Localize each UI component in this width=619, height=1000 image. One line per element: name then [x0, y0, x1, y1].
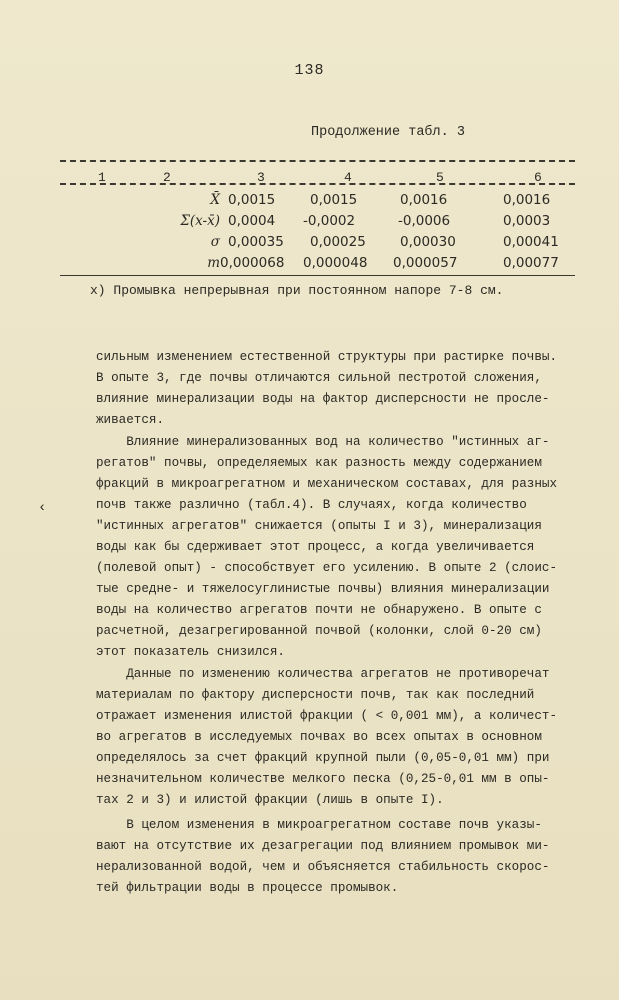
table-header-row: [60, 170, 575, 188]
margin-mark: ‹: [38, 500, 47, 516]
text-line: Данные по изменению количества агрегатов не противоречат: [96, 667, 550, 681]
table-bottom-rule: [60, 275, 575, 276]
table-cell: 0,0003: [503, 213, 551, 229]
table-row: [60, 255, 575, 275]
table-cell: 0,000057: [393, 255, 458, 271]
table-header-rule: [60, 183, 575, 185]
paragraph: [96, 664, 586, 811]
text-line: Влияние минерализованных вод на количество "истинных аг-: [96, 435, 550, 449]
text-line: этот показатель снизился.: [96, 645, 285, 659]
text-line: регатов" почвы, определяемых как разность между содержанием: [96, 456, 542, 470]
paragraph: [96, 347, 586, 431]
table-cell: 0,0016: [503, 192, 551, 208]
table-caption: Продолжение табл. 3: [311, 125, 465, 140]
row-label-m: m: [207, 255, 220, 271]
table-cell: 0,00035: [228, 234, 284, 250]
row-label-mean: X̄: [210, 192, 220, 208]
column-header-2: 2: [163, 170, 171, 185]
table-cell: 0,0004: [228, 213, 276, 229]
table-cell: 0,000068: [220, 255, 285, 271]
text-line: расчетной, дезагрегированной почвой (колонки, слой 0-20 см): [96, 624, 542, 638]
text-line: влияние минерализации воды на фактор дисперсности не просле-: [96, 392, 550, 406]
table-footnote: x) Промывка непрерывная при постоянном напоре 7-8 см.: [90, 283, 504, 298]
row-label-sum: Σ(x-x̄): [180, 213, 220, 229]
text-line: вают на отсутствие их дезагрегации под влиянием промывок ми-: [96, 839, 550, 853]
table-cell: 0,000048: [303, 255, 368, 271]
paragraph: [96, 815, 586, 899]
table-top-rule: [60, 160, 575, 162]
text-line: фракций в микроагрегатном и механическом составах, для разных: [96, 477, 558, 491]
column-header-1: 1: [98, 170, 106, 185]
table-row: [60, 213, 575, 233]
text-line: сильным изменением естественной структуры при растирке почвы.: [96, 350, 558, 364]
row-label-sigma: σ: [210, 234, 220, 250]
text-line: нерализованной водой, чем и объясняется стабильность скорос-: [96, 860, 550, 874]
text-line: тей фильтрации воды в процессе промывок.: [96, 881, 399, 895]
text-line: тах 2 и 3) и илистой фракции (лишь в опыте I).: [96, 793, 444, 807]
text-line: незначительном количестве мелкого песка (0,25-0,01 мм в опы-: [96, 772, 550, 786]
page-number: 138: [294, 62, 325, 79]
table-cell: -0,0002: [303, 213, 356, 229]
paragraph: [96, 432, 586, 663]
text-line: В целом изменения в микроагрегатном составе почв указы-: [96, 818, 542, 832]
table-cell: 0,00041: [503, 234, 559, 250]
column-header-4: 4: [344, 170, 352, 185]
text-line: "истинных агрегатов" снижается (опыты I и 3), минерализация: [96, 519, 542, 533]
table-cell: -0,0006: [398, 213, 451, 229]
text-line: почв также различно (табл.4). В случаях, когда количество: [96, 498, 527, 512]
text-line: определялось за счет фракций крупной пыли (0,05-0,01 мм) при: [96, 751, 550, 765]
text-line: отражает изменения илистой фракции ( < 0,001 мм), а количест-: [96, 709, 558, 723]
table-cell: 0,0016: [400, 192, 448, 208]
text-line: живается.: [96, 413, 165, 427]
text-line: (полевой опыт) - способствует его усилению. В опыте 2 (слоис-: [96, 561, 558, 575]
text-line: воды как бы сдерживает этот процесс, а когда увеличивается: [96, 540, 535, 554]
text-line: во агрегатов в исследуемых почвах во всех опытах в основном: [96, 730, 542, 744]
table-row: [60, 234, 575, 254]
table-cell: 0,00030: [400, 234, 456, 250]
column-header-6: 6: [534, 170, 542, 185]
table-row: [60, 192, 575, 212]
text-line: тые средне- и тяжелосуглинистые почвы) влияния минерализации: [96, 582, 550, 596]
table-cell: 0,00077: [503, 255, 559, 271]
table-cell: 0,0015: [310, 192, 358, 208]
column-header-5: 5: [436, 170, 444, 185]
column-header-3: 3: [257, 170, 265, 185]
table-cell: 0,0015: [228, 192, 276, 208]
table-cell: 0,00025: [310, 234, 366, 250]
text-line: В опыте 3, где почвы отличаются сильной пестротой сложения,: [96, 371, 542, 385]
text-line: материалам по фактору дисперсности почв, так как последний: [96, 688, 535, 702]
text-line: воды на количество агрегатов почти не обнаружено. В опыте с: [96, 603, 542, 617]
